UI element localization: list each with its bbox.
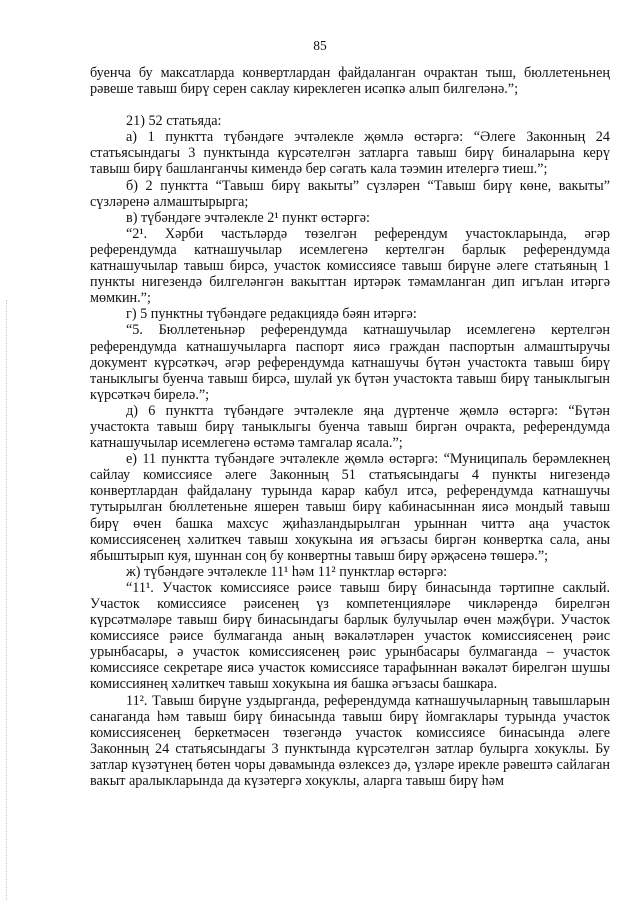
paragraph-item-v: в) түбәндәге эчтәлекле 2¹ пункт өстәргә: (126, 209, 370, 226)
paragraph-article-52-heading: 21) 52 статьяда: (126, 113, 222, 130)
paragraph-item-zh: ж) түбәндәге эчтәлекле 11¹ һәм 11² пунктлар өстәргә: (126, 563, 448, 580)
paragraph-point-2-1: “2¹. Хәрби частьләрдә төзелгән референдум участокларында, әгәр референдумда катнашучылар исемлегенә кертелгән барлык референдумда катнашучылар тавыш бирсә, участок комиссиясе тавыш бирүне әлеге статьяның 1 пункты нигезендә билгеләнгән вакыттан иртәрәк тәмамланган дип игълан итәргә мөмкин.”; (90, 225, 610, 307)
paragraph-item-g: г) 5 пунктны түбәндәге редакциядә бәян итәргә: (126, 306, 417, 323)
paragraph-continuation: буенча бу максатларда конвертлардан файдаланган очрактан тыш, бюллетеньнең рәвеше тавыш бирү серен саклау киреклеген исәпкә алып билгеләнә.”; (90, 65, 610, 98)
paragraph-point-5: “5. Бюллетеньнәр референдумда катнашучылар исемлегенә кертелгән референдумда катнашучыларга паспорт яисә граждан паспортын алмаштыручы документ күрсәткәч, әгәр референдумда катнашучы бүтән участокта тавыш бирү таныклыгы буенча тавыш бирсә, шулай ук бүтән участокта тавыш бирү таныклыгын күрсәткәч бирелә.”; (90, 322, 610, 403)
page-number: 85 (313, 38, 327, 53)
scan-margin-marks (6, 300, 9, 900)
paragraph-point-11-1: “11¹. Участок комиссиясе рәисе тавыш бирү бинасында тәртипне саклый. Участок комиссиясе рәисенең үз компетенцияләре чикләрендә бирелгән күрсәтмәләре тавыш бирү бинасындагы барлык булучылар өчен мәҗбүри. Участок комиссиясе рәисе булмаганда аның вәкаләтләрен участок комиссиясенең рәис урынбасары, ә участок комиссиясенең рәис урынбасары булмаганда – участок комиссиясе секретаре яисә участок комиссиясе тарафыннан вәкаләт бирелгән шушы комиссиянең хәлиткеч тавыш хокукына ия башка әгъзасы башкара. (90, 579, 610, 693)
paragraph-item-b: б) 2 пунктта “Тавыш бирү вакыты” сүзләрен “Тавыш бирү көне, вакыты” сүзләренә алмаштырырга; (90, 177, 610, 210)
paragraph-item-e: е) 11 пунктта түбәндәге эчтәлекле җөмлә өстәргә: “Муниципаль берәмлекнең сайлау комиссиясе әлеге Законның 51 статьясындагы 4 пункты нигезендә конвертлардан файдалану турында карар кабул итсә, референдумда катнашучы тутырылган бюллетеньне яшерен тавыш бирү кабинасыннан яисә мондый тавыш бирү өчен башка махсус җиһазландырылган урыннан читтә аңа участок комиссиясенең хәлиткеч тавыш хокукына ия әгъзасы биргән конвертка сала, аны ябыштырып куя, шуннан соң бу конвертны тавыш бирү әрҗәсенә төшерә.”; (90, 451, 610, 564)
paragraph-item-a: а) 1 пунктта түбәндәге эчтәлекле җөмлә өстәргә: “Әлеге Законның 24 статьясындагы 3 пунктында күрсәтелгән затларга тавыш бирү биналарына керү тавыш бирү башланганчы кимендә бер сәгать кала тәэмин ителергә тиеш.”; (90, 129, 610, 178)
document-body (90, 65, 610, 789)
paragraph-point-11-2: 11². Тавыш бирүне уздырганда, референдумда катнашучыларның тавышларын санаганда һәм тавыш бирү бинасында тавыш бирү йомгаклары турында участок комиссиясенең беркетмәсен төзегәндә участок комиссиясе бинасында әлеге Законның 24 статьясындагы 3 пунктында күрсәтелгән затлар булырга хокуклы. Бу затлар күзәтүнең бөтен чоры дәвамында өзлексез дә, үзләре ирекле рәвештә сайлаган вакыт аралыкларында да күзәтергә хокуклы, аларга тавыш бирү һәм (90, 692, 610, 790)
paragraph-item-d: д) 6 пунктта түбәндәге эчтәлекле яңа дүртенче җөмлә өстәргә: “Бүтән участокта тавыш бирү таныклыгы буенча тавыш биргән очракта, референдумда катнашучылар исемлегенә өстәмә тамгалар ясала.”; (90, 402, 610, 452)
